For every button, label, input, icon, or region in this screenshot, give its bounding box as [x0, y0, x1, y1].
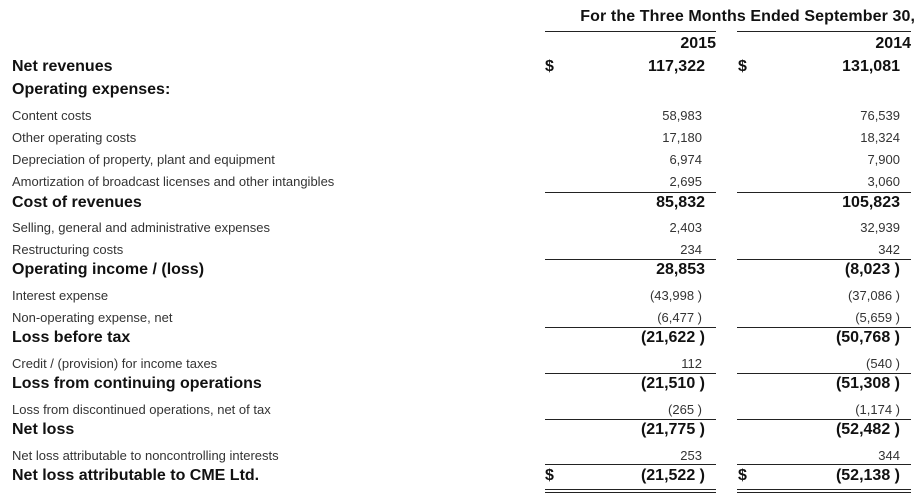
currency-symbol: $: [545, 467, 554, 484]
period-title: For the Three Months Ended September 30,: [580, 8, 915, 25]
row-cost-of-revenues: [0, 193, 923, 215]
year-2015-header: 2015: [680, 35, 716, 52]
subtotal-rule: [737, 464, 911, 465]
value-2015: (21,522 ): [640, 467, 705, 484]
year-rule-2014: [737, 31, 911, 32]
row-label: Selling, general and administrative expenses: [12, 220, 270, 235]
value-2015: 253: [680, 448, 702, 463]
row-content-costs: [0, 104, 923, 126]
value-2014: (52,138 ): [835, 467, 900, 484]
row-label: Interest expense: [12, 288, 109, 303]
row-noncontrolling-interests: [0, 444, 923, 466]
year-2014-header: 2014: [875, 35, 911, 52]
value-2015: 85,832: [656, 194, 705, 211]
value-2015: 112: [681, 356, 702, 371]
value-2014: 7,900: [867, 152, 900, 167]
value-2014: (540 ): [866, 356, 900, 371]
row-amortization: [0, 170, 923, 192]
total-double-rule: [737, 489, 911, 493]
value-2014: (8,023 ): [844, 261, 900, 278]
row-loss-discontinued-operations: [0, 398, 923, 420]
row-income-taxes: [0, 352, 923, 374]
value-2014: (5,659 ): [855, 310, 900, 325]
row-label: Other operating costs: [12, 130, 137, 145]
row-loss-continuing-operations: [0, 374, 923, 396]
currency-symbol: $: [738, 467, 747, 484]
value-2014: (52,482 ): [835, 421, 900, 438]
row-label: Operating income / (loss): [12, 261, 205, 278]
row-label: Loss before tax: [12, 329, 131, 346]
value-2015: 58,983: [662, 108, 702, 123]
row-label: Loss from discontinued operations, net of tax: [12, 402, 271, 417]
row-sga-expenses: [0, 216, 923, 238]
row-label: Net revenues: [12, 58, 113, 75]
value-2015: 234: [680, 242, 702, 257]
row-label: Net loss attributable to CME Ltd.: [12, 467, 260, 484]
subtotal-rule: [545, 464, 716, 465]
currency-symbol: $: [545, 58, 554, 75]
row-net-loss-attributable-cme: [0, 466, 923, 488]
value-2015: (265 ): [668, 402, 702, 417]
value-2015: (43,998 ): [649, 288, 702, 303]
row-depreciation: [0, 148, 923, 170]
value-2014: 342: [878, 242, 900, 257]
value-2014: (1,174 ): [855, 402, 900, 417]
value-2015: 2,403: [669, 220, 702, 235]
value-2015: 117,322: [648, 58, 705, 75]
value-2014: 105,823: [842, 194, 900, 211]
value-2015: 6,974: [669, 152, 702, 167]
row-label: Loss from continuing operations: [12, 375, 262, 392]
value-2014: (37,086 ): [847, 288, 900, 303]
value-2014: 18,324: [860, 130, 900, 145]
row-restructuring-costs: [0, 238, 923, 260]
year-rule-2015: [545, 31, 716, 32]
row-non-operating-expense: [0, 306, 923, 328]
value-2014: 3,060: [867, 174, 900, 189]
row-label: Content costs: [12, 108, 92, 123]
value-2014: 131,081: [842, 58, 900, 75]
row-label: Cost of revenues: [12, 194, 142, 211]
row-other-operating-costs: [0, 126, 923, 148]
row-label: Non-operating expense, net: [12, 310, 173, 325]
value-2014: (51,308 ): [835, 375, 900, 392]
row-label: Depreciation of property, plant and equipment: [12, 152, 275, 167]
row-label: Amortization of broadcast licenses and other intangibles: [12, 174, 335, 189]
row-label: Net loss attributable to noncontrolling interests: [12, 448, 279, 463]
row-label: Restructuring costs: [12, 242, 124, 257]
row-label: Net loss: [12, 421, 75, 438]
value-2014: 32,939: [860, 220, 900, 235]
row-loss-before-tax: [0, 328, 923, 350]
total-double-rule: [545, 489, 716, 493]
value-2014: 76,539: [860, 108, 900, 123]
value-2015: (21,510 ): [640, 375, 705, 392]
row-label: Credit / (provision) for income taxes: [12, 356, 218, 371]
value-2014: (50,768 ): [835, 329, 900, 346]
value-2014: 344: [878, 448, 900, 463]
value-2015: (6,477 ): [657, 310, 702, 325]
row-net-loss: [0, 420, 923, 442]
row-interest-expense: [0, 284, 923, 306]
currency-symbol: $: [738, 58, 747, 75]
value-2015: 28,853: [656, 261, 705, 278]
value-2015: 2,695: [669, 174, 702, 189]
value-2015: 17,180: [662, 130, 702, 145]
row-operating-expenses-heading: [0, 80, 923, 102]
value-2015: (21,775 ): [640, 421, 705, 438]
row-label: Operating expenses:: [12, 81, 171, 98]
row-net-revenues: [0, 57, 923, 79]
row-operating-income: [0, 260, 923, 282]
value-2015: (21,622 ): [640, 329, 705, 346]
